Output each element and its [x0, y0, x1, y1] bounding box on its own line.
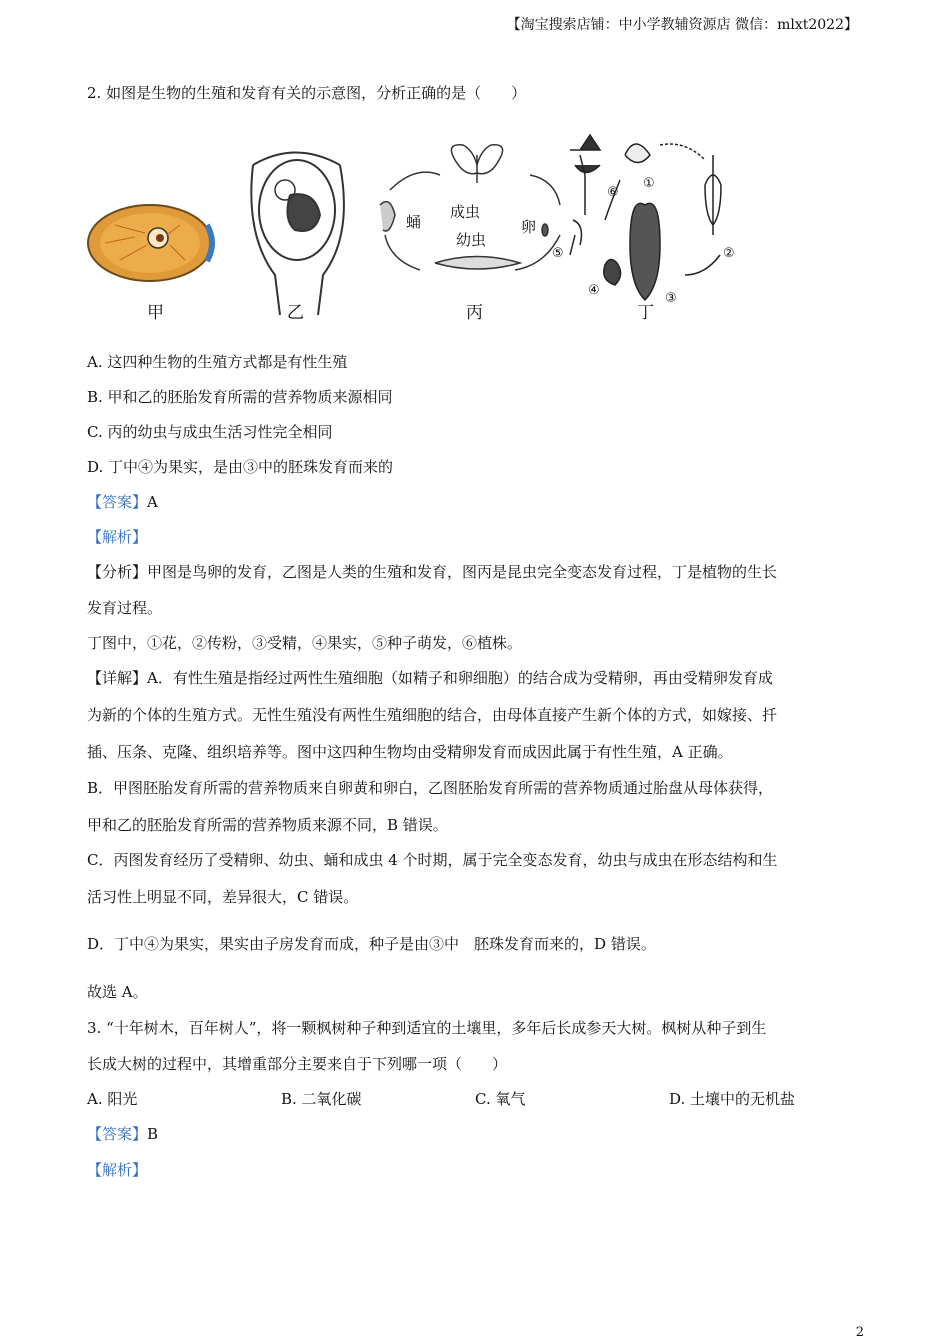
- pupa-label: 蛹: [406, 213, 422, 231]
- q2-line-8: 甲和乙的胚胎发育所需的营养物质来源不同，B 错误。: [87, 816, 448, 834]
- q2-line-9: C．丙图发育经历了受精卵、幼虫、蛹和成虫 4 个时期，属于完全变态发育，幼虫与成虫在形态结构和生: [87, 851, 778, 869]
- figure-label-bing: 丙: [466, 303, 483, 323]
- q2-option-d: D. 丁中④为果实，是由③中的胚珠发育而来的: [87, 458, 394, 476]
- q3-answer: [87, 1123, 158, 1144]
- q2-line-10: 活习性上明显不同，差异很大，C 错误。: [87, 888, 359, 906]
- larva-label: 幼虫: [456, 231, 487, 249]
- figure-label-ding: 丁: [637, 303, 654, 323]
- reproduction-figure: [85, 125, 775, 330]
- bird-egg-illustration: [88, 205, 212, 281]
- answer-tag: 【答案】: [87, 1125, 148, 1143]
- answer-value: A: [147, 493, 158, 511]
- question-2-stem: 2. 如图是生物的生殖和发育有关的示意图，分析正确的是（ ）: [87, 84, 527, 102]
- plant-cycle-illustration: [570, 135, 721, 300]
- q2-option-b: B. 甲和乙的胚胎发育所需的营养物质来源相同: [87, 388, 393, 406]
- q2-line-12: 故选 A。: [87, 983, 148, 1001]
- q2-option-a: A. 这四种生物的生殖方式都是有性生殖: [87, 353, 348, 371]
- figure-label-yi: 乙: [287, 303, 304, 323]
- q2-line-7: B．甲图胚胎发育所需的营养物质来自卵黄和卵白，乙图胚胎发育所需的营养物质通过胎盘从母体获得，: [87, 779, 774, 797]
- q3-stem-line-1: 3. “十年树木，百年树人”，将一颗枫树种子种到适宜的土壤里，多年后长成参天大树。枫树从种子到生: [87, 1019, 767, 1037]
- answer-tag: 【答案】: [87, 493, 148, 511]
- uterus-illustration: [251, 153, 344, 316]
- q2-line-3: 丁图中，①花，②传粉，③受精，④果实，⑤种子萌发，⑥植株。: [87, 634, 523, 652]
- q3-analysis-tag: 【解析】: [87, 1161, 148, 1179]
- q2-line-11: D．丁中④为果实，果实由子房发育而成，种子是由③中 胚珠发育而来的，D 错误。: [87, 935, 656, 953]
- q3-option-a: A. 阳光: [87, 1090, 138, 1108]
- ding-number-3: ③: [665, 291, 677, 306]
- q3-stem-line-2: 长成大树的过程中，其增重部分主要来自于下列哪一项（ ）: [87, 1055, 508, 1073]
- q2-line-4: 【详解】A．有性生殖是指经过两性生殖细胞（如精子和卵细胞）的结合成为受精卵，再由受精卵发育成: [87, 669, 773, 687]
- q3-option-b: B. 二氧化碳: [281, 1090, 362, 1108]
- q2-line-5: 为新的个体的生殖方式。无性生殖没有两性生殖细胞的结合，由母体直接产生新个体的方式，如嫁接、扦: [87, 706, 778, 724]
- q2-line-6: 插、压条、克隆、组织培养等。图中这四种生物均由受精卵发育而成因此属于有性生殖，A 正确。: [87, 743, 733, 761]
- q2-analysis-tag: 【解析】: [87, 528, 148, 546]
- q2-answer: [87, 491, 158, 512]
- figure-label-jia: 甲: [147, 303, 164, 323]
- q2-line-1: 【分析】甲图是鸟卵的发育，乙图是人类的生殖和发育，图丙是昆虫完全变态发育过程，丁是植物的生长: [87, 563, 778, 581]
- ding-number-6: ⑥: [607, 185, 619, 200]
- page-header: 【淘宝搜索店铺：中小学教辅资源店 微信：mlxt2022】: [506, 17, 858, 33]
- q3-option-c: C. 氧气: [475, 1090, 526, 1108]
- page-number: 2: [855, 1325, 864, 1340]
- adult-label: 成虫: [450, 203, 481, 221]
- ding-number-5: ⑤: [552, 246, 564, 261]
- answer-value: B: [147, 1125, 159, 1143]
- q3-option-d: D. 土壤中的无机盐: [669, 1090, 796, 1108]
- ding-number-1: ①: [643, 176, 655, 191]
- q2-line-2: 发育过程。: [87, 599, 163, 617]
- q2-option-c: C. 丙的幼虫与成虫生活习性完全相同: [87, 423, 333, 441]
- ding-number-4: ④: [588, 283, 600, 298]
- ding-number-2: ②: [723, 246, 735, 261]
- egg-label: 卵: [521, 218, 537, 236]
